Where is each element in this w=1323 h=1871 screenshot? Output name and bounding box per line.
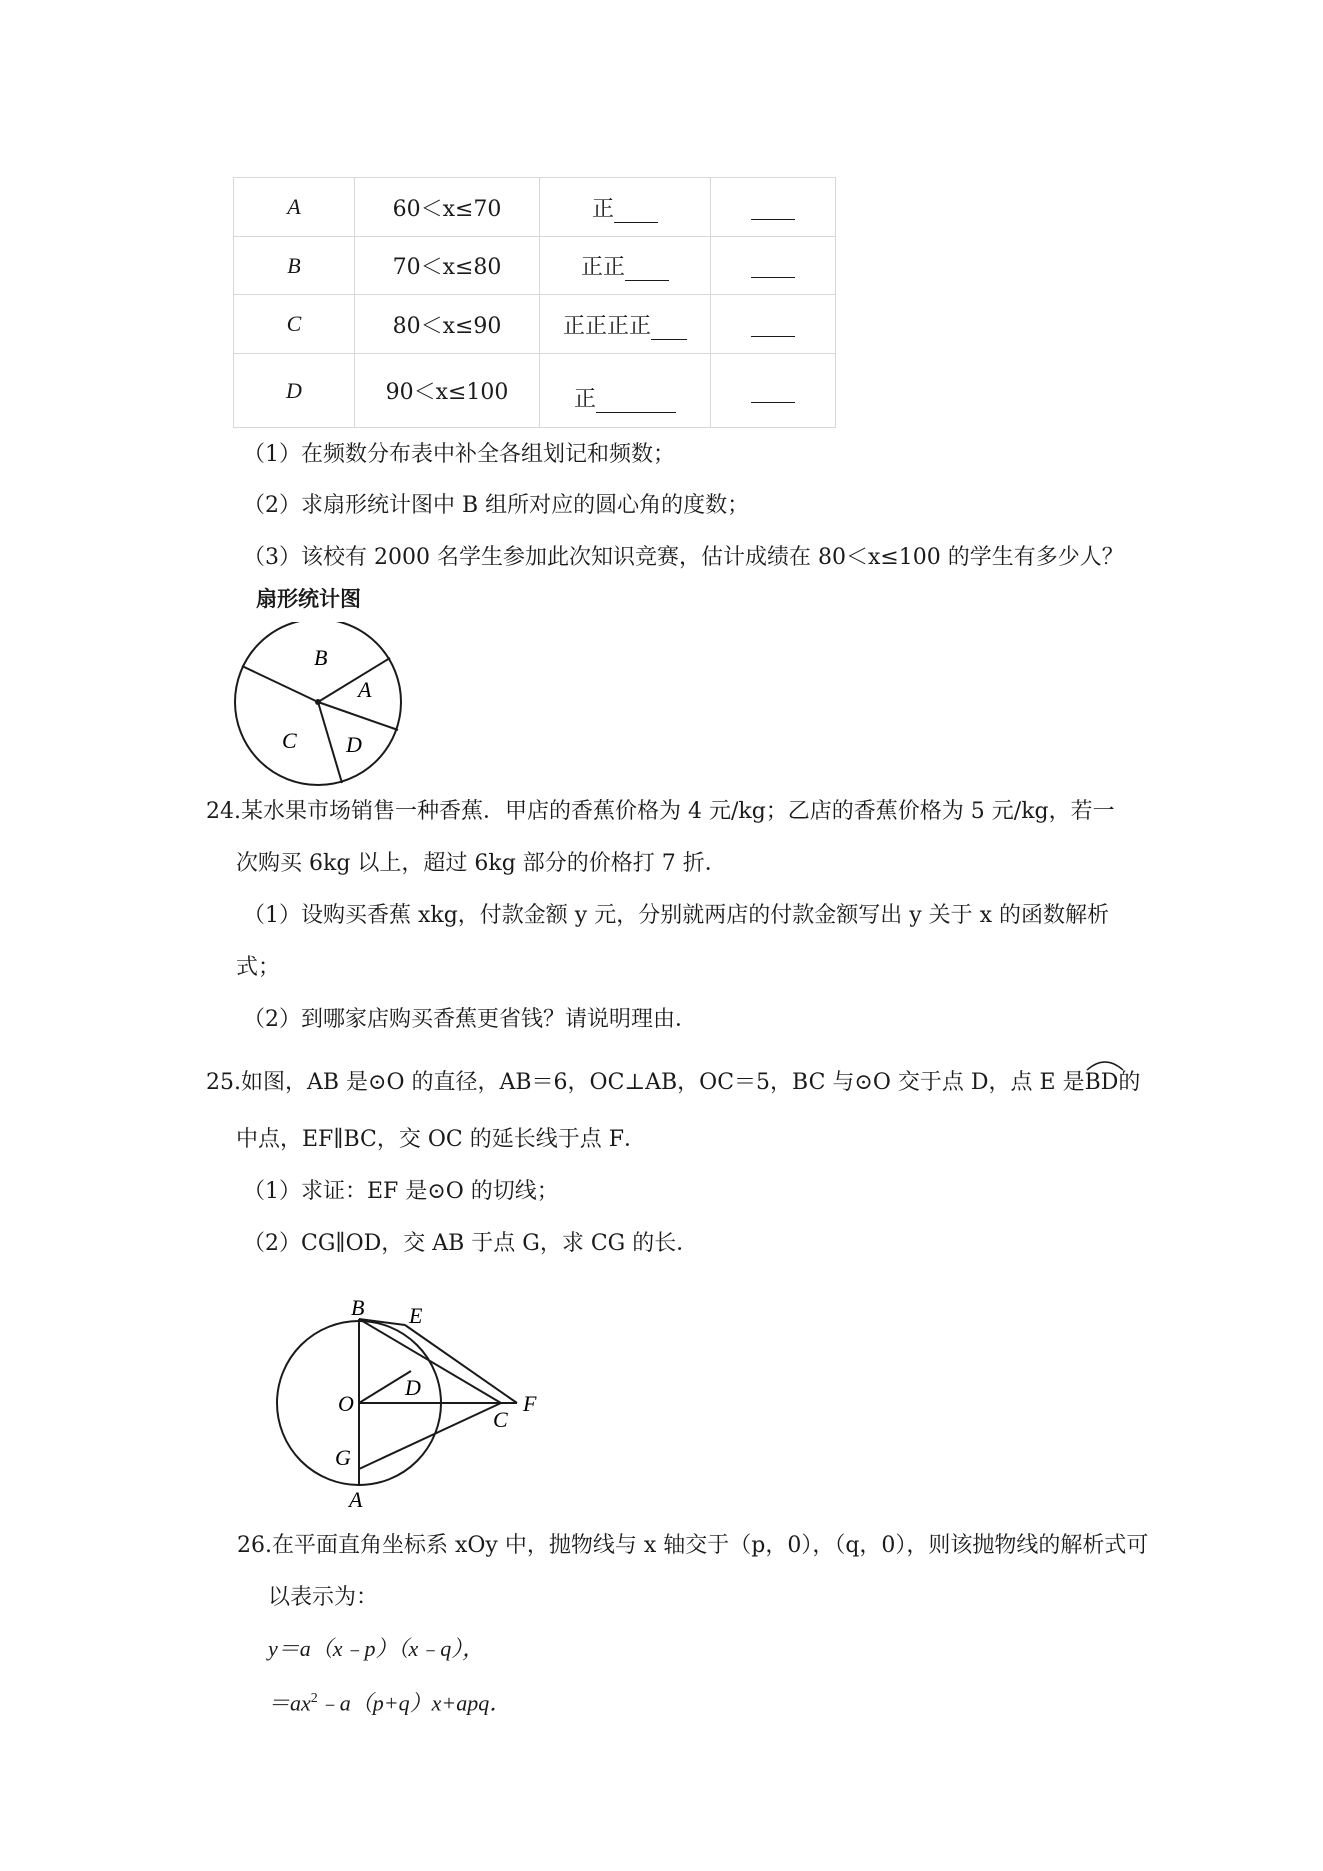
q25-line1-text: 25.如图，AB 是⊙O 的直径，AB＝6，OC⊥AB，OC＝5，BC 与⊙O 交于点 D，点 E 是 [206,1070,1085,1095]
range-cell: 70＜x≤80 [355,237,540,295]
group-cell: A [234,178,355,237]
pie-divider-bc [242,666,318,702]
tally-blank [625,260,669,281]
point-label-f: F [523,1391,537,1416]
pie-chart-title: 扇形统计图 [256,587,361,611]
frequency-blank [751,257,795,278]
q23-part2: （2）求扇形统计图中 B 组所对应的圆心角的度数； [243,493,750,518]
q26-formula2-start: ＝ax [268,1690,311,1716]
frequency-blank [751,199,795,220]
range-cell: 80＜x≤90 [355,295,540,354]
q25-part1: （1）求证：EF 是⊙O 的切线； [243,1179,559,1204]
tally-blank [651,319,687,340]
tally-text: 正正 [580,255,625,280]
point-label-e: E [409,1303,423,1328]
tally-blank [596,392,676,413]
group-cell: C [234,295,355,354]
pie-label-c: C [282,728,297,753]
tally-text: 正 [573,387,596,412]
point-label-g: G [335,1445,351,1470]
pie-label-b: B [314,645,328,670]
q23-part1: （1）在频数分布表中补全各组划记和频数； [243,442,675,467]
tally-text: 正 [591,196,614,222]
pie-divider-dc [318,702,342,783]
tally-cell [540,237,711,295]
pie-divider-ad [318,702,398,730]
segment-cg [359,1403,501,1469]
pie-center-dot [315,699,321,705]
arc-bd-text: BD [1084,1070,1119,1095]
q26-formula2-end: ﹣a（p+q）x+apq． [317,1690,512,1716]
q26-formula1: y＝a（x﹣p）（x﹣q）， [268,1636,485,1661]
frequency-blank [751,382,795,403]
q24-part1-cont: 式； [236,955,281,980]
frequency-blank [751,316,795,337]
range-cell: 60＜x≤70 [355,178,540,237]
point-label-o: O [338,1391,354,1416]
group-cell: B [234,237,355,295]
range-cell: 90＜x≤100 [355,354,540,428]
q23-part3: （3）该校有 2000 名学生参加此次知识竞赛，估计成绩在 80＜x≤100 的学生有多少人？ [243,545,1124,570]
q25-line1 [206,1068,1140,1098]
arc-bd-label [1085,1068,1119,1098]
table-row [234,354,836,428]
q24-line2: 次购买 6kg 以上，超过 6kg 部分的价格打 7 折． [236,851,727,876]
q25-line1-end: 的 [1118,1070,1141,1095]
pie-divider-ab [318,658,390,702]
pie-label-d: D [346,732,362,757]
q26-formula2 [268,1684,511,1718]
tally-cell [540,354,711,428]
group-cell: D [234,354,355,428]
segment-ef [405,1325,517,1403]
point-label-d: D [405,1375,421,1400]
frequency-table [233,177,836,428]
table-row [234,295,836,354]
tally-blank [614,202,658,223]
q25-line2: 中点，EF∥BC，交 OC 的延长线于点 F． [236,1127,647,1152]
geometry-figure [265,1295,555,1515]
frequency-cell [711,295,836,354]
frequency-cell [711,354,836,428]
table-row [234,237,836,295]
exponent: 2 [310,1691,318,1706]
tally-cell [540,295,711,354]
frequency-cell [711,178,836,237]
tally-cell [540,178,711,237]
point-label-c: C [493,1407,508,1432]
q24-part1: （1）设购买香蕉 xkg，付款金额 y 元，分别就两店的付款金额写出 y 关于 x 的函数解析 [243,903,1110,928]
q24-line1: 24.某水果市场销售一种香蕉．甲店的香蕉价格为 4 元/kg；乙店的香蕉价格为 5 元/kg，若一 [206,799,1115,824]
arc-symbol-icon [1085,1058,1125,1072]
segment-od [359,1371,411,1403]
table-row [234,178,836,237]
tally-text: 正正正正 [562,313,651,339]
q24-part2: （2）到哪家店购买香蕉更省钱？请说明理由． [243,1007,697,1032]
point-label-b: B [351,1295,365,1320]
q26-line1: 26.在平面直角坐标系 xOy 中，抛物线与 x 轴交于（p，0），（q，0），则该抛物线的解析式可 [237,1533,1149,1558]
q25-part2: （2）CG∥OD，交 AB 于点 G，求 CG 的长． [243,1231,699,1256]
q26-line2: 以表示为： [268,1585,379,1610]
pie-chart [228,622,418,792]
point-label-a: A [349,1487,363,1512]
pie-label-a: A [358,677,372,702]
frequency-cell [711,237,836,295]
